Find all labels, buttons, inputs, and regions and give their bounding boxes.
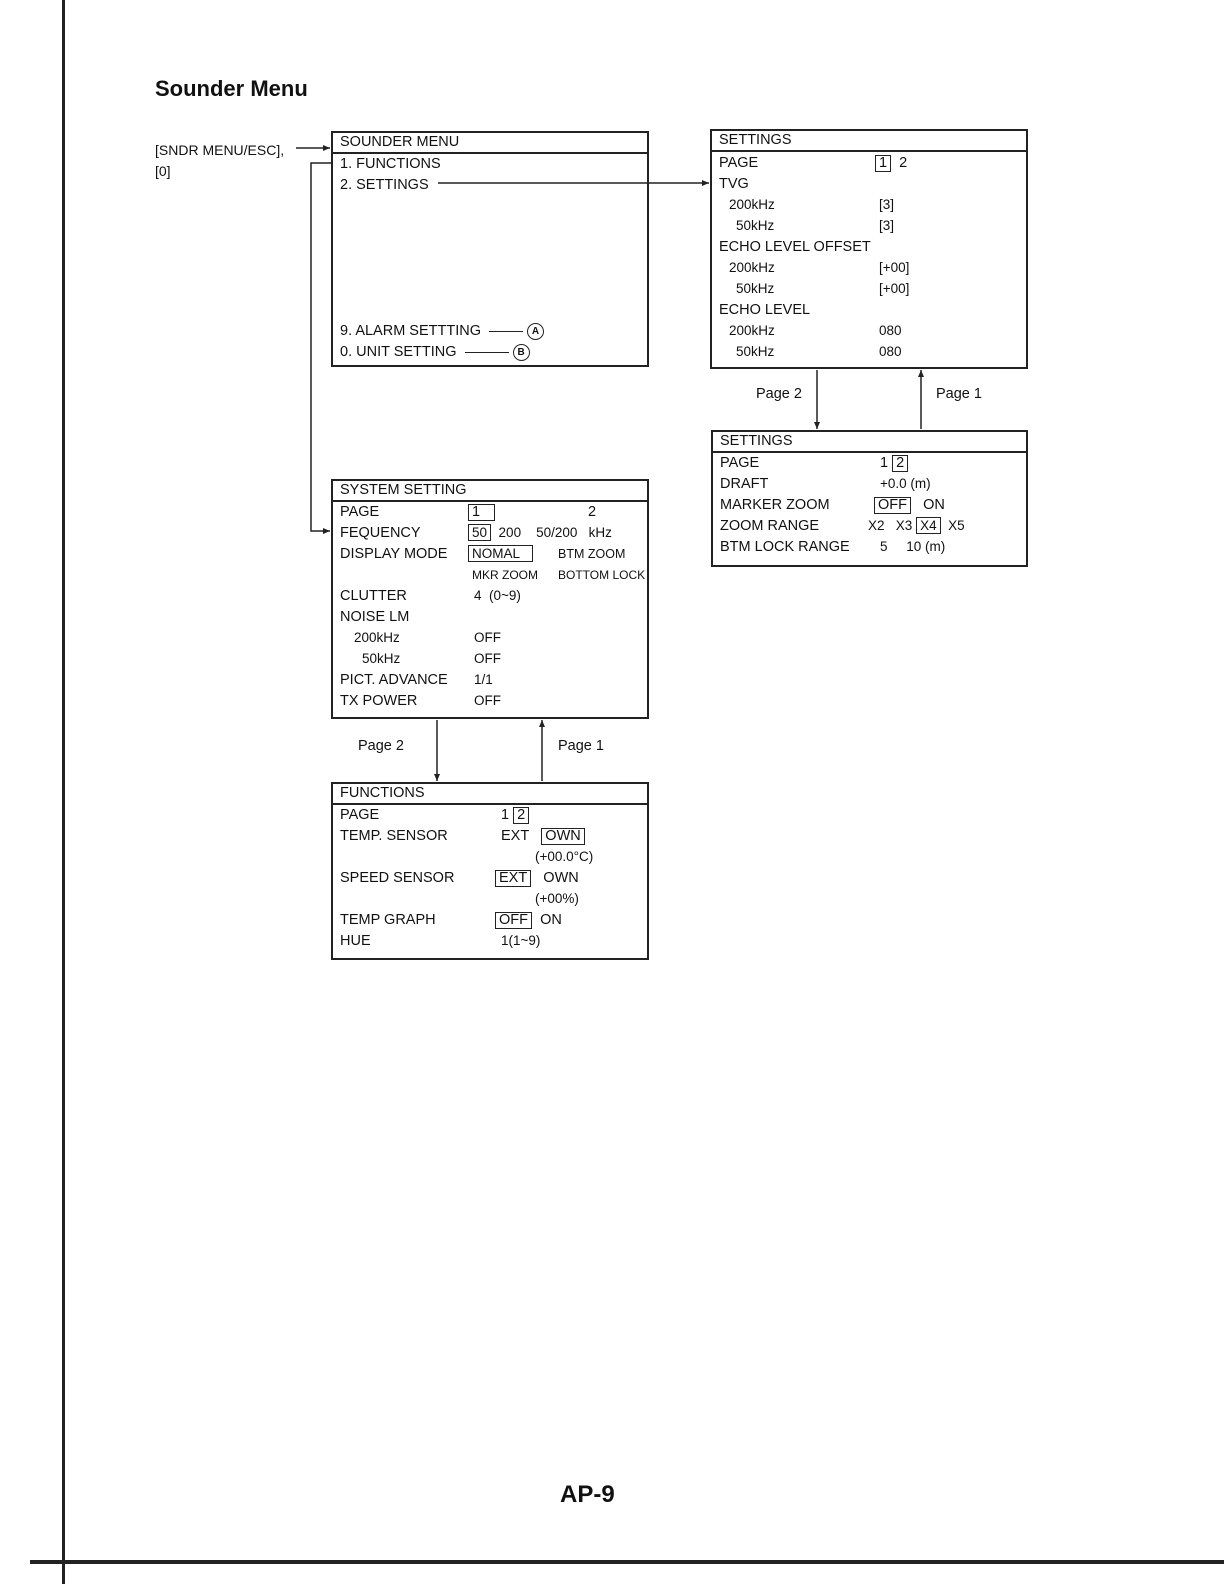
sys-clutter-value[interactable]: 4 (0~9) bbox=[474, 588, 521, 603]
settings2-draft-label: DRAFT bbox=[720, 476, 769, 492]
sys-clutter-label: CLUTTER bbox=[340, 588, 407, 604]
settings1-echo-level-label: ECHO LEVEL bbox=[719, 302, 811, 318]
settings-page1-title: SETTINGS bbox=[712, 131, 1026, 152]
settings-page2-title: SETTINGS bbox=[713, 432, 1026, 453]
settings1-page-other[interactable]: 2 bbox=[899, 155, 908, 171]
func-temp-label: TEMP. SENSOR bbox=[340, 828, 448, 844]
settings1-offset-50-value[interactable]: [+00] bbox=[879, 281, 910, 296]
sys-page-selected[interactable]: 1 bbox=[468, 504, 495, 521]
freq-unit: kHz bbox=[588, 525, 612, 540]
sys-noise-50-label: 50kHz bbox=[362, 651, 401, 666]
graph-on[interactable]: ON bbox=[540, 912, 562, 928]
settings2-draft-value[interactable]: +0.0 (m) bbox=[880, 476, 931, 491]
temp-ext[interactable]: EXT bbox=[501, 828, 530, 844]
sys-pict-value[interactable]: 1/1 bbox=[474, 672, 493, 687]
settings2-marker-zoom-label: MARKER ZOOM bbox=[720, 497, 830, 513]
sys-page-label: PAGE bbox=[340, 504, 380, 520]
menu-item-unit-label: 0. UNIT SETTING bbox=[340, 344, 457, 360]
func-speed-label: SPEED SENSOR bbox=[340, 870, 455, 886]
key-input-line2: [0] bbox=[155, 163, 171, 179]
dm-btm-zoom[interactable]: BTM ZOOM bbox=[558, 547, 626, 561]
func-page-a[interactable]: 1 bbox=[501, 807, 510, 823]
freq-200[interactable]: 200 bbox=[498, 525, 522, 540]
func-page-label: PAGE bbox=[340, 807, 380, 823]
speed-ext[interactable]: EXT bbox=[495, 870, 531, 887]
graph-off[interactable]: OFF bbox=[495, 912, 532, 929]
sys-noise-200-value[interactable]: OFF bbox=[474, 630, 501, 645]
zoom-x2[interactable]: X2 bbox=[868, 518, 885, 533]
sys-noise-label: NOISE LM bbox=[340, 609, 410, 625]
key-input-line1: [SNDR MENU/ESC], bbox=[155, 142, 285, 158]
sys-tx-value[interactable]: OFF bbox=[474, 693, 501, 708]
dm-mkr-zoom[interactable]: MKR ZOOM bbox=[472, 568, 538, 582]
settings1-offset-50-label: 50kHz bbox=[736, 281, 775, 296]
page-title: Sounder Menu bbox=[155, 76, 308, 101]
zoom-x3[interactable]: X3 bbox=[895, 518, 913, 533]
sounder-menu-title: SOUNDER MENU bbox=[333, 133, 647, 154]
settings-nav-page1[interactable]: Page 1 bbox=[936, 386, 982, 402]
settings2-page-selected[interactable]: 2 bbox=[892, 455, 908, 472]
settings1-tvg-label: TVG bbox=[719, 176, 749, 192]
func-graph-label: TEMP GRAPH bbox=[340, 912, 436, 928]
btm-lock-5[interactable]: 5 bbox=[880, 539, 888, 554]
settings1-page-label: PAGE bbox=[719, 155, 759, 171]
settings1-level-200-label: 200kHz bbox=[729, 323, 775, 338]
settings1-level-50-label: 50kHz bbox=[736, 344, 775, 359]
dm-nomal-selected[interactable]: NOMAL bbox=[468, 545, 533, 562]
sys-page-b[interactable]: 2 bbox=[588, 504, 597, 520]
settings1-offset-200-value[interactable]: [+00] bbox=[879, 260, 910, 275]
settings1-echo-offset-label: ECHO LEVEL OFFSET bbox=[719, 239, 871, 255]
func-speed-offset[interactable]: (+00%) bbox=[535, 891, 579, 906]
freq-50[interactable]: 50 bbox=[468, 524, 491, 541]
sys-noise-200-label: 200kHz bbox=[354, 630, 400, 645]
settings1-level-50-value[interactable]: 080 bbox=[879, 344, 902, 359]
system-nav-page2[interactable]: Page 2 bbox=[358, 738, 404, 754]
speed-own[interactable]: OWN bbox=[543, 870, 579, 886]
settings1-offset-200-label: 200kHz bbox=[729, 260, 775, 275]
freq-dual[interactable]: 50/200 bbox=[536, 525, 578, 540]
sys-pict-label: PICT. ADVANCE bbox=[340, 672, 448, 688]
temp-own[interactable]: OWN bbox=[541, 828, 584, 845]
system-nav-page1[interactable]: Page 1 bbox=[558, 738, 604, 754]
functions-title: FUNCTIONS bbox=[333, 784, 647, 805]
settings2-page-label: PAGE bbox=[720, 455, 760, 471]
func-page-selected[interactable]: 2 bbox=[513, 807, 529, 824]
system-setting-title: SYSTEM SETTING bbox=[333, 481, 647, 502]
marker-zoom-on[interactable]: ON bbox=[923, 497, 945, 513]
ref-a-icon: A bbox=[527, 323, 544, 340]
func-temp-offset[interactable]: (+00.0°C) bbox=[535, 849, 594, 864]
btm-lock-10[interactable]: 10 (m) bbox=[906, 539, 946, 554]
settings1-tvg-200-label: 200kHz bbox=[729, 197, 775, 212]
menu-item-alarm-label: 9. ALARM SETTTING bbox=[340, 323, 481, 339]
menu-item-functions[interactable]: 1. FUNCTIONS bbox=[340, 156, 441, 172]
settings2-zoom-range-label: ZOOM RANGE bbox=[720, 518, 820, 534]
zoom-x4[interactable]: X4 bbox=[916, 517, 941, 534]
settings2-btm-lock-label: BTM LOCK RANGE bbox=[720, 539, 850, 555]
settings1-tvg-50-value[interactable]: [3] bbox=[879, 218, 895, 233]
settings1-tvg-50-label: 50kHz bbox=[736, 218, 775, 233]
settings1-level-200-value[interactable]: 080 bbox=[879, 323, 902, 338]
page-number: AP-9 bbox=[560, 1481, 615, 1508]
sys-noise-50-value[interactable]: OFF bbox=[474, 651, 501, 666]
arrow-functions-to-system bbox=[311, 163, 332, 531]
settings1-page-selected[interactable]: 1 bbox=[875, 155, 891, 172]
settings-nav-page2[interactable]: Page 2 bbox=[756, 386, 802, 402]
settings2-page-a[interactable]: 1 bbox=[880, 455, 889, 471]
dm-bottom-lock[interactable]: BOTTOM LOCK bbox=[558, 568, 646, 582]
marker-zoom-off[interactable]: OFF bbox=[874, 497, 911, 514]
menu-item-settings[interactable]: 2. SETTINGS bbox=[340, 177, 429, 193]
ref-b-icon: B bbox=[513, 344, 530, 361]
zoom-x5[interactable]: X5 bbox=[948, 518, 965, 533]
sys-frequency-label: FEQUENCY bbox=[340, 525, 421, 541]
sys-display-mode-label: DISPLAY MODE bbox=[340, 546, 448, 562]
sys-tx-label: TX POWER bbox=[340, 693, 418, 709]
func-hue-label: HUE bbox=[340, 933, 371, 949]
func-hue-value[interactable]: 1(1~9) bbox=[501, 933, 541, 948]
settings1-tvg-200-value[interactable]: [3] bbox=[879, 197, 895, 212]
